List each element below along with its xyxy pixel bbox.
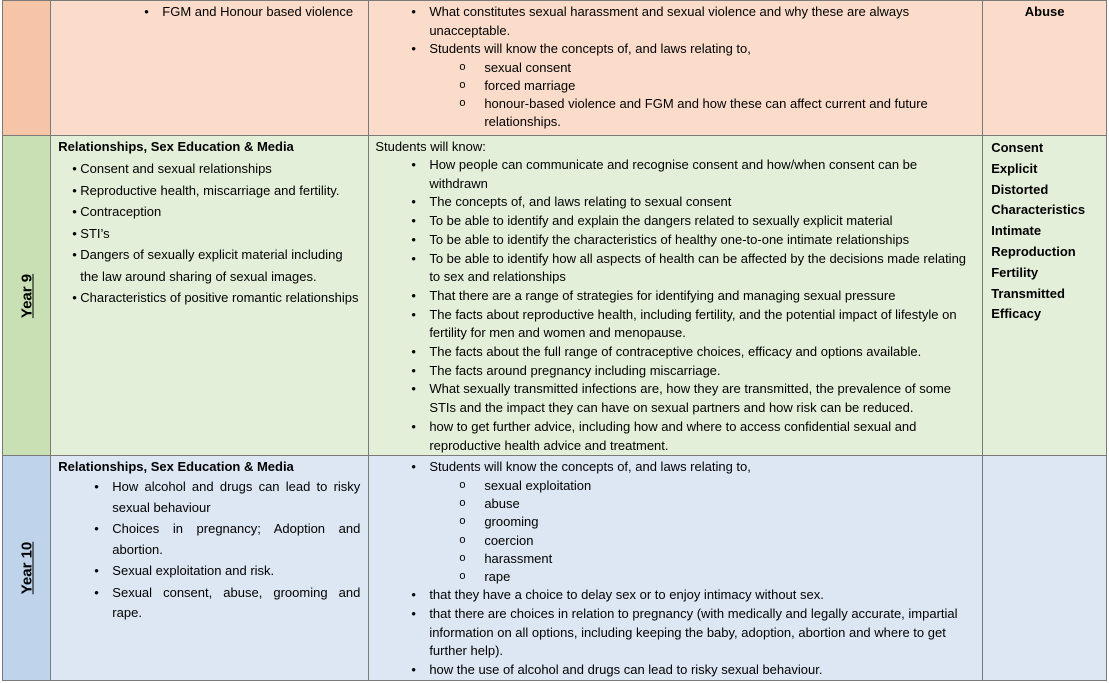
list-item: • that there are choices in relation to pregnancy (with medically and legally accurate, impartial information on all options, including keeping the baby, adoption, abortion and where to get further help). <box>429 605 976 661</box>
year9-label-cell <box>3 136 51 456</box>
sub-list-item: o grooming <box>484 513 982 531</box>
abuse-content-cell <box>369 1 983 136</box>
year10-content-cell <box>369 456 983 681</box>
year10-keywords-cell <box>983 456 1107 681</box>
keyword: Consent <box>991 140 1044 155</box>
list-item: • Consent and sexual relationships <box>80 158 362 180</box>
year9-keyword-list <box>983 136 1106 325</box>
list-item: • that they have a choice to delay sex or to enjoy intimacy without sex. <box>429 586 976 605</box>
sub-list-item: o honour-based violence and FGM and how these can affect current and future relationships. <box>484 95 972 131</box>
year9-content-cell <box>369 136 983 456</box>
keyword: Explicit <box>991 160 1038 176</box>
keyword: Reproduction <box>991 243 1076 259</box>
list-item: • Students will know the concepts of, and laws relating to, <box>429 40 972 59</box>
list-item: • What sexually transmitted infections are, how they are transmitted, the prevalence of some STIs and the impact they can have on sexual partners and how risk can be reduced. <box>429 380 976 417</box>
year9-keywords-cell <box>983 136 1107 456</box>
sub-list-item: o rape <box>484 568 982 586</box>
year9-row <box>3 136 1107 456</box>
sub-list-item: o sexual consent <box>484 59 972 77</box>
year10-topics-cell <box>51 456 369 681</box>
year9-content-list <box>369 156 982 455</box>
list-item: • The facts about the full range of contraceptive choices, efficacy and options available. <box>429 343 976 362</box>
sub-list-item: o forced marriage <box>484 77 972 95</box>
list-item: • STI’s <box>80 223 362 245</box>
keyword: Transmitted <box>991 285 1065 301</box>
list-item: • That there are a range of strategies for identifying and managing sexual pressure <box>429 287 976 306</box>
year10-row <box>3 456 1107 681</box>
list-item: • To be able to identify how all aspects of health can be affected by the decisions made relating to sex and relationships <box>429 250 976 287</box>
list-item: • how the use of alcohol and drugs can lead to risky sexual behaviour. <box>429 661 976 680</box>
year10-content-lead-list <box>369 456 982 477</box>
year10-label: Year 10 <box>18 541 36 595</box>
abuse-topics-cell <box>51 1 369 136</box>
list-item: • To be able to identify the characteristics of healthy one-to-one intimate relationships <box>429 231 976 250</box>
curriculum-table <box>2 0 1107 681</box>
abuse-keywords-cell <box>983 1 1107 136</box>
list-item: • How alcohol and drugs can lead to risky sexual behaviour <box>112 477 360 518</box>
list-item: • Contraception <box>80 201 362 223</box>
list-item: • Characteristics of positive romantic relationships <box>80 287 362 309</box>
sub-list-item: o coercion <box>484 532 982 550</box>
year10-topic-list <box>51 476 368 624</box>
year10-label-cell <box>3 456 51 681</box>
abuse-year-cell <box>3 1 51 136</box>
year9-content-intro: Students will know: <box>375 139 486 154</box>
list-item: • how to get further advice, including how and where to access confidential sexual and reproductive health advice and treatment. <box>429 418 976 455</box>
year10-topic-heading: Relationships, Sex Education & Media <box>58 459 294 475</box>
list-item: • Students will know the concepts of, and laws relating to, <box>429 458 976 477</box>
year9-topic-heading: Relationships, Sex Education & Media <box>58 139 294 154</box>
year9-topic-list <box>51 156 368 309</box>
list-item: • Choices in pregnancy; Adoption and abortion. <box>112 519 360 560</box>
keyword: Fertility <box>991 264 1039 280</box>
keyword: Efficacy <box>991 306 1042 322</box>
list-item: • Sexual consent, abuse, grooming and rape. <box>112 583 360 624</box>
list-item: • How people can communicate and recognise consent and how/when consent can be withdrawn <box>429 156 976 193</box>
list-item: • The facts about reproductive health, including fertility, and the potential impact of lifestyle on fertility for men and women and menopause. <box>429 306 976 343</box>
year10-sub-list <box>369 477 982 586</box>
list-item: • Reproductive health, miscarriage and fertility. <box>80 180 362 202</box>
keyword: Intimate <box>991 223 1042 239</box>
abuse-sub-list <box>369 59 982 132</box>
sub-list-item: o harassment <box>484 550 982 568</box>
keyword: Distorted <box>991 181 1049 197</box>
sub-list-item: o abuse <box>484 495 982 513</box>
list-item: • The facts around pregnancy including miscarriage. <box>429 362 976 381</box>
keyword-abuse: Abuse <box>1024 4 1065 19</box>
year9-topics-cell <box>51 136 369 456</box>
list-item: • Sexual exploitation and risk. <box>112 561 360 582</box>
year9-label: Year 9 <box>18 273 36 318</box>
year10-content-list <box>369 586 982 680</box>
sub-list-item: o sexual exploitation <box>484 477 982 495</box>
abuse-topic-list <box>51 1 368 21</box>
list-item: • The concepts of, and laws relating to sexual consent <box>429 193 976 212</box>
list-item: • What constitutes sexual harassment and sexual violence and why these are always unacceptable. <box>429 3 972 40</box>
list-item: • FGM and Honour based violence <box>162 3 368 21</box>
abuse-content-list <box>369 0 982 59</box>
list-item: • Dangers of sexually explicit material including the law around sharing of sexual images. <box>80 244 362 287</box>
list-item: • To be able to identify and explain the dangers related to sexually explicit material <box>429 212 976 231</box>
abuse-row <box>3 1 1107 136</box>
keyword: Characteristics <box>991 202 1086 218</box>
